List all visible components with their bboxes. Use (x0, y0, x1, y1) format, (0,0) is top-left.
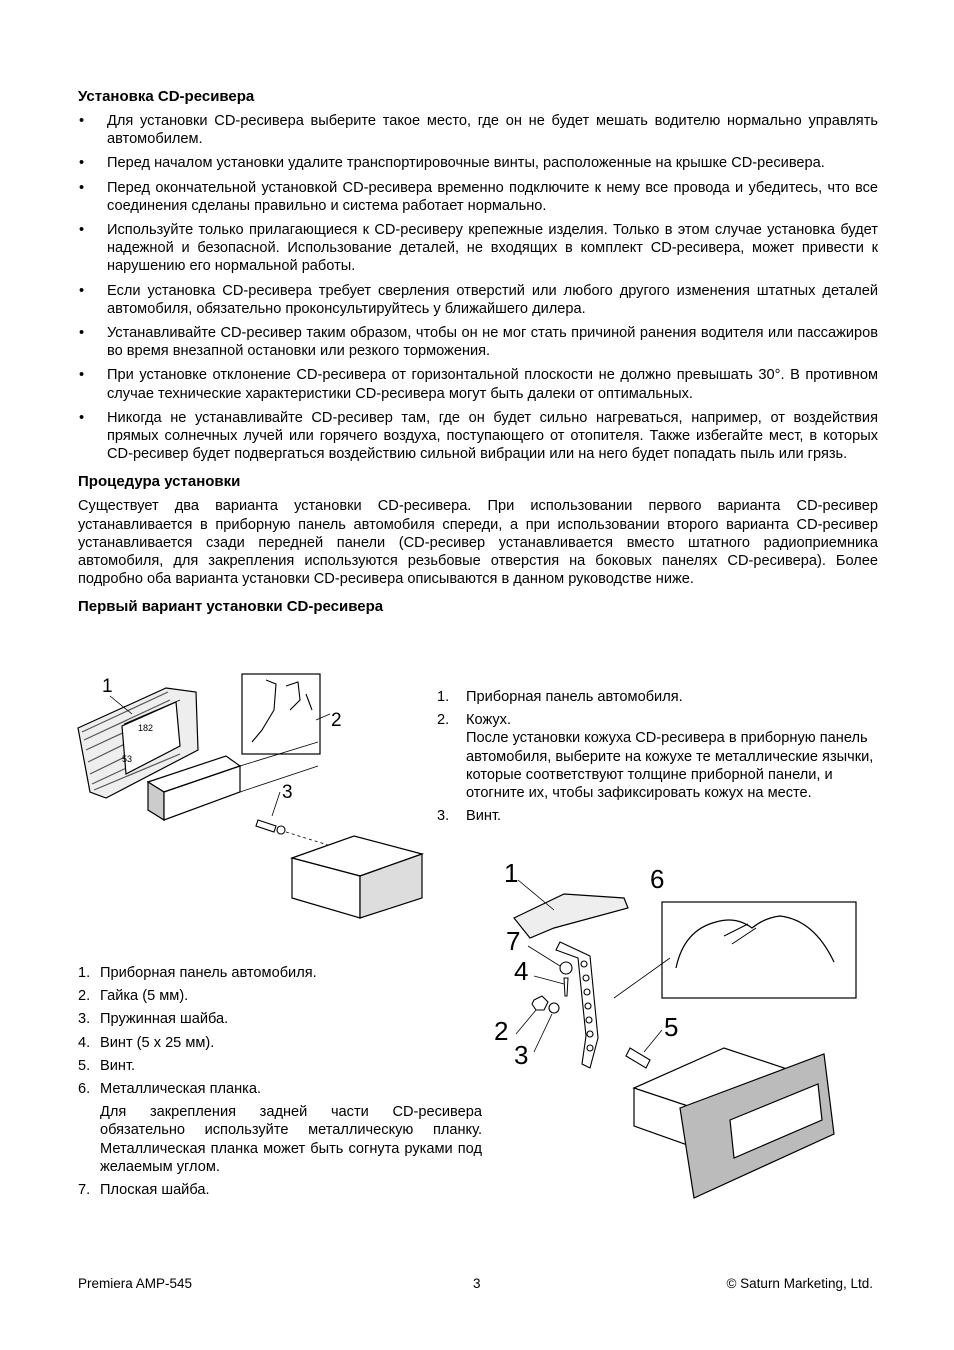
list-item-number: 4. (78, 1034, 91, 1051)
flat-washer-drawing (560, 962, 572, 974)
dimension-height-label: 53 (122, 754, 133, 764)
list-item (437, 711, 877, 802)
nut-drawing (532, 996, 548, 1010)
callout-2: 2 (331, 710, 342, 731)
bullet-item: • Для установки CD-ресивера выберите такое место, где он не будет мешать водителю нормально управлять автомобилем. (78, 112, 878, 148)
bullet-item: • Если установка CD-ресивера требует сверления отверстий или любого другого изменения штатных деталей автомобиля, обязательно проконсультируйтесь у ближайшего дилера. (78, 282, 878, 318)
page-content (78, 88, 878, 622)
list-item (78, 1080, 482, 1098)
receiver-in-dash-drawing (634, 1048, 834, 1198)
screw-drawing (256, 820, 285, 834)
callout-7: 7 (506, 926, 521, 956)
inset-tab-detail (242, 674, 320, 754)
list-item (437, 688, 877, 706)
list-item-number: 3. (78, 1011, 91, 1028)
callout-3: 3 (514, 1040, 529, 1070)
list-item-note: После установки кожуха CD-ресивера в приборную панель автомобиля, выберите на кожухе те металлические язычки, которые соответствуют толщине приборной панели, и отогните их, чтобы зафиксировать кожух на месте. (466, 730, 874, 802)
dashboard-fragment-drawing (514, 894, 628, 938)
receiver-drawing (292, 836, 422, 918)
list-item (78, 1181, 482, 1199)
procedure-paragraph: Существует два варианта установки CD-ресивера. При использовании первого варианта CD-ресивер устанавливается в приборную панель автомобиля спереди, а при использовании второго варианта CD-ресивер устанавливается сзади передней панели (CD-ресивер устанавливается вместо штатного радиоприемника автомобиля, для закрепления используются резьбовые отверстия на боковых панелях CD-ресивера). Более подробно оба варианта установки CD-ресивера описываются в данном руководстве ниже. (78, 498, 878, 588)
list-item-text: Плоская шайба. (100, 1182, 210, 1199)
bullet-item: • Используйте только прилагающиеся к CD-ресиверу крепежные изделия. Только в этом случае установка будет надежной и безопасной. Использование деталей, не входящих в комплект CD-ресивера, может привести к нарушению его нормальной работы. (78, 221, 878, 276)
callout-1: 1 (504, 858, 519, 888)
footer-model: Premiera AMP-545 (78, 1276, 193, 1291)
list-item-number: 1. (78, 965, 91, 981)
list-item (78, 1010, 482, 1028)
bullet-item: • При установке отклонение CD-ресивера от горизонтальной плоскости не должно превышать 30°. В противном случае технические характеристики CD-ресивера могут быть далеки от оптимальных. (78, 366, 878, 402)
list-item-text: Винт. (100, 1057, 136, 1074)
install-bullet-list (78, 112, 878, 463)
figure2-legend (78, 964, 482, 1204)
section-title-variant1: Первый вариант установки CD-ресивера (78, 598, 384, 616)
list-item-text: Винт. (466, 808, 502, 825)
list-item-text: Кожух. (466, 712, 512, 729)
list-item (78, 964, 482, 982)
list-item (78, 1057, 482, 1075)
footer-copyright: © Saturn Marketing, Ltd. (726, 1276, 873, 1291)
list-item-number: 7. (78, 1182, 91, 1199)
list-item-text: Пружинная шайба. (100, 1011, 229, 1028)
list-item-number: 2. (78, 988, 91, 1005)
list-item-note: Для закрепления задней части CD-ресивера обязательно используйте металлическую планку. Металлическая планка может быть согнута руками под желаемым углом. (100, 1104, 482, 1175)
list-item-number: 5. (78, 1057, 91, 1074)
section-title-install: Установка CD-ресивера (78, 88, 255, 105)
callout-5: 5 (664, 1012, 679, 1042)
list-item (78, 1034, 482, 1052)
figure-front-mount-illustration (76, 670, 426, 925)
list-item-number: 2. (437, 712, 450, 729)
footer-page-number: 3 (473, 1276, 481, 1291)
list-item-number: 6. (78, 1081, 91, 1098)
list-item-text: Винт (5 х 25 мм). (100, 1034, 215, 1051)
callout-2: 2 (494, 1016, 509, 1046)
section-title-procedure: Процедура установки (78, 473, 241, 491)
bullet-item: • Никогда не устанавливайте CD-ресивер там, где он будет сильно нагреваться, например, от воздействия прямых солнечных лучей или горячего воздуха, поступающего от отопителя. Также избегайте мест, в которых CD-ресивер будет подвергаться воздействию сильной вибрации или на него будет попадать пыль или грязь. (78, 409, 878, 464)
list-item (437, 807, 877, 825)
list-item-text: Приборная панель автомобиля. (466, 689, 683, 705)
figure-rear-mount-illustration (494, 858, 860, 1204)
list-item-number: 3. (437, 808, 450, 825)
bolt-drawing (564, 978, 568, 996)
callout-1: 1 (102, 676, 113, 697)
callout-3: 3 (282, 782, 293, 803)
spring-washer-drawing (549, 1003, 559, 1013)
list-item (78, 987, 482, 1005)
dimension-width-label: 182 (138, 723, 154, 733)
figure1-legend (437, 688, 877, 830)
bullet-item: • Перед началом установки удалите транспортировочные винты, расположенные на крышке CD-ресивера. (78, 154, 878, 172)
callout-6: 6 (650, 864, 665, 894)
screw-drawing (626, 1048, 650, 1068)
callout-4: 4 (514, 956, 529, 986)
list-item-text: Приборная панель автомобиля. (100, 965, 317, 981)
list-item-number: 1. (437, 689, 450, 705)
metal-strap-drawing (556, 942, 598, 1068)
list-item-text: Металлическая планка. (100, 1081, 262, 1098)
bullet-item: • Устанавливайте CD-ресивер таким образом, чтобы он не мог стать причиной ранения водителя или пассажиров во время внезапной остановки или резкого торможения. (78, 324, 878, 360)
list-item-text: Гайка (5 мм). (100, 988, 189, 1005)
bullet-item: • Перед окончательной установкой CD-ресивера временно подключите к нему все провода и убедитесь, что все соединения сделаны правильно и система работает нормально. (78, 179, 878, 215)
